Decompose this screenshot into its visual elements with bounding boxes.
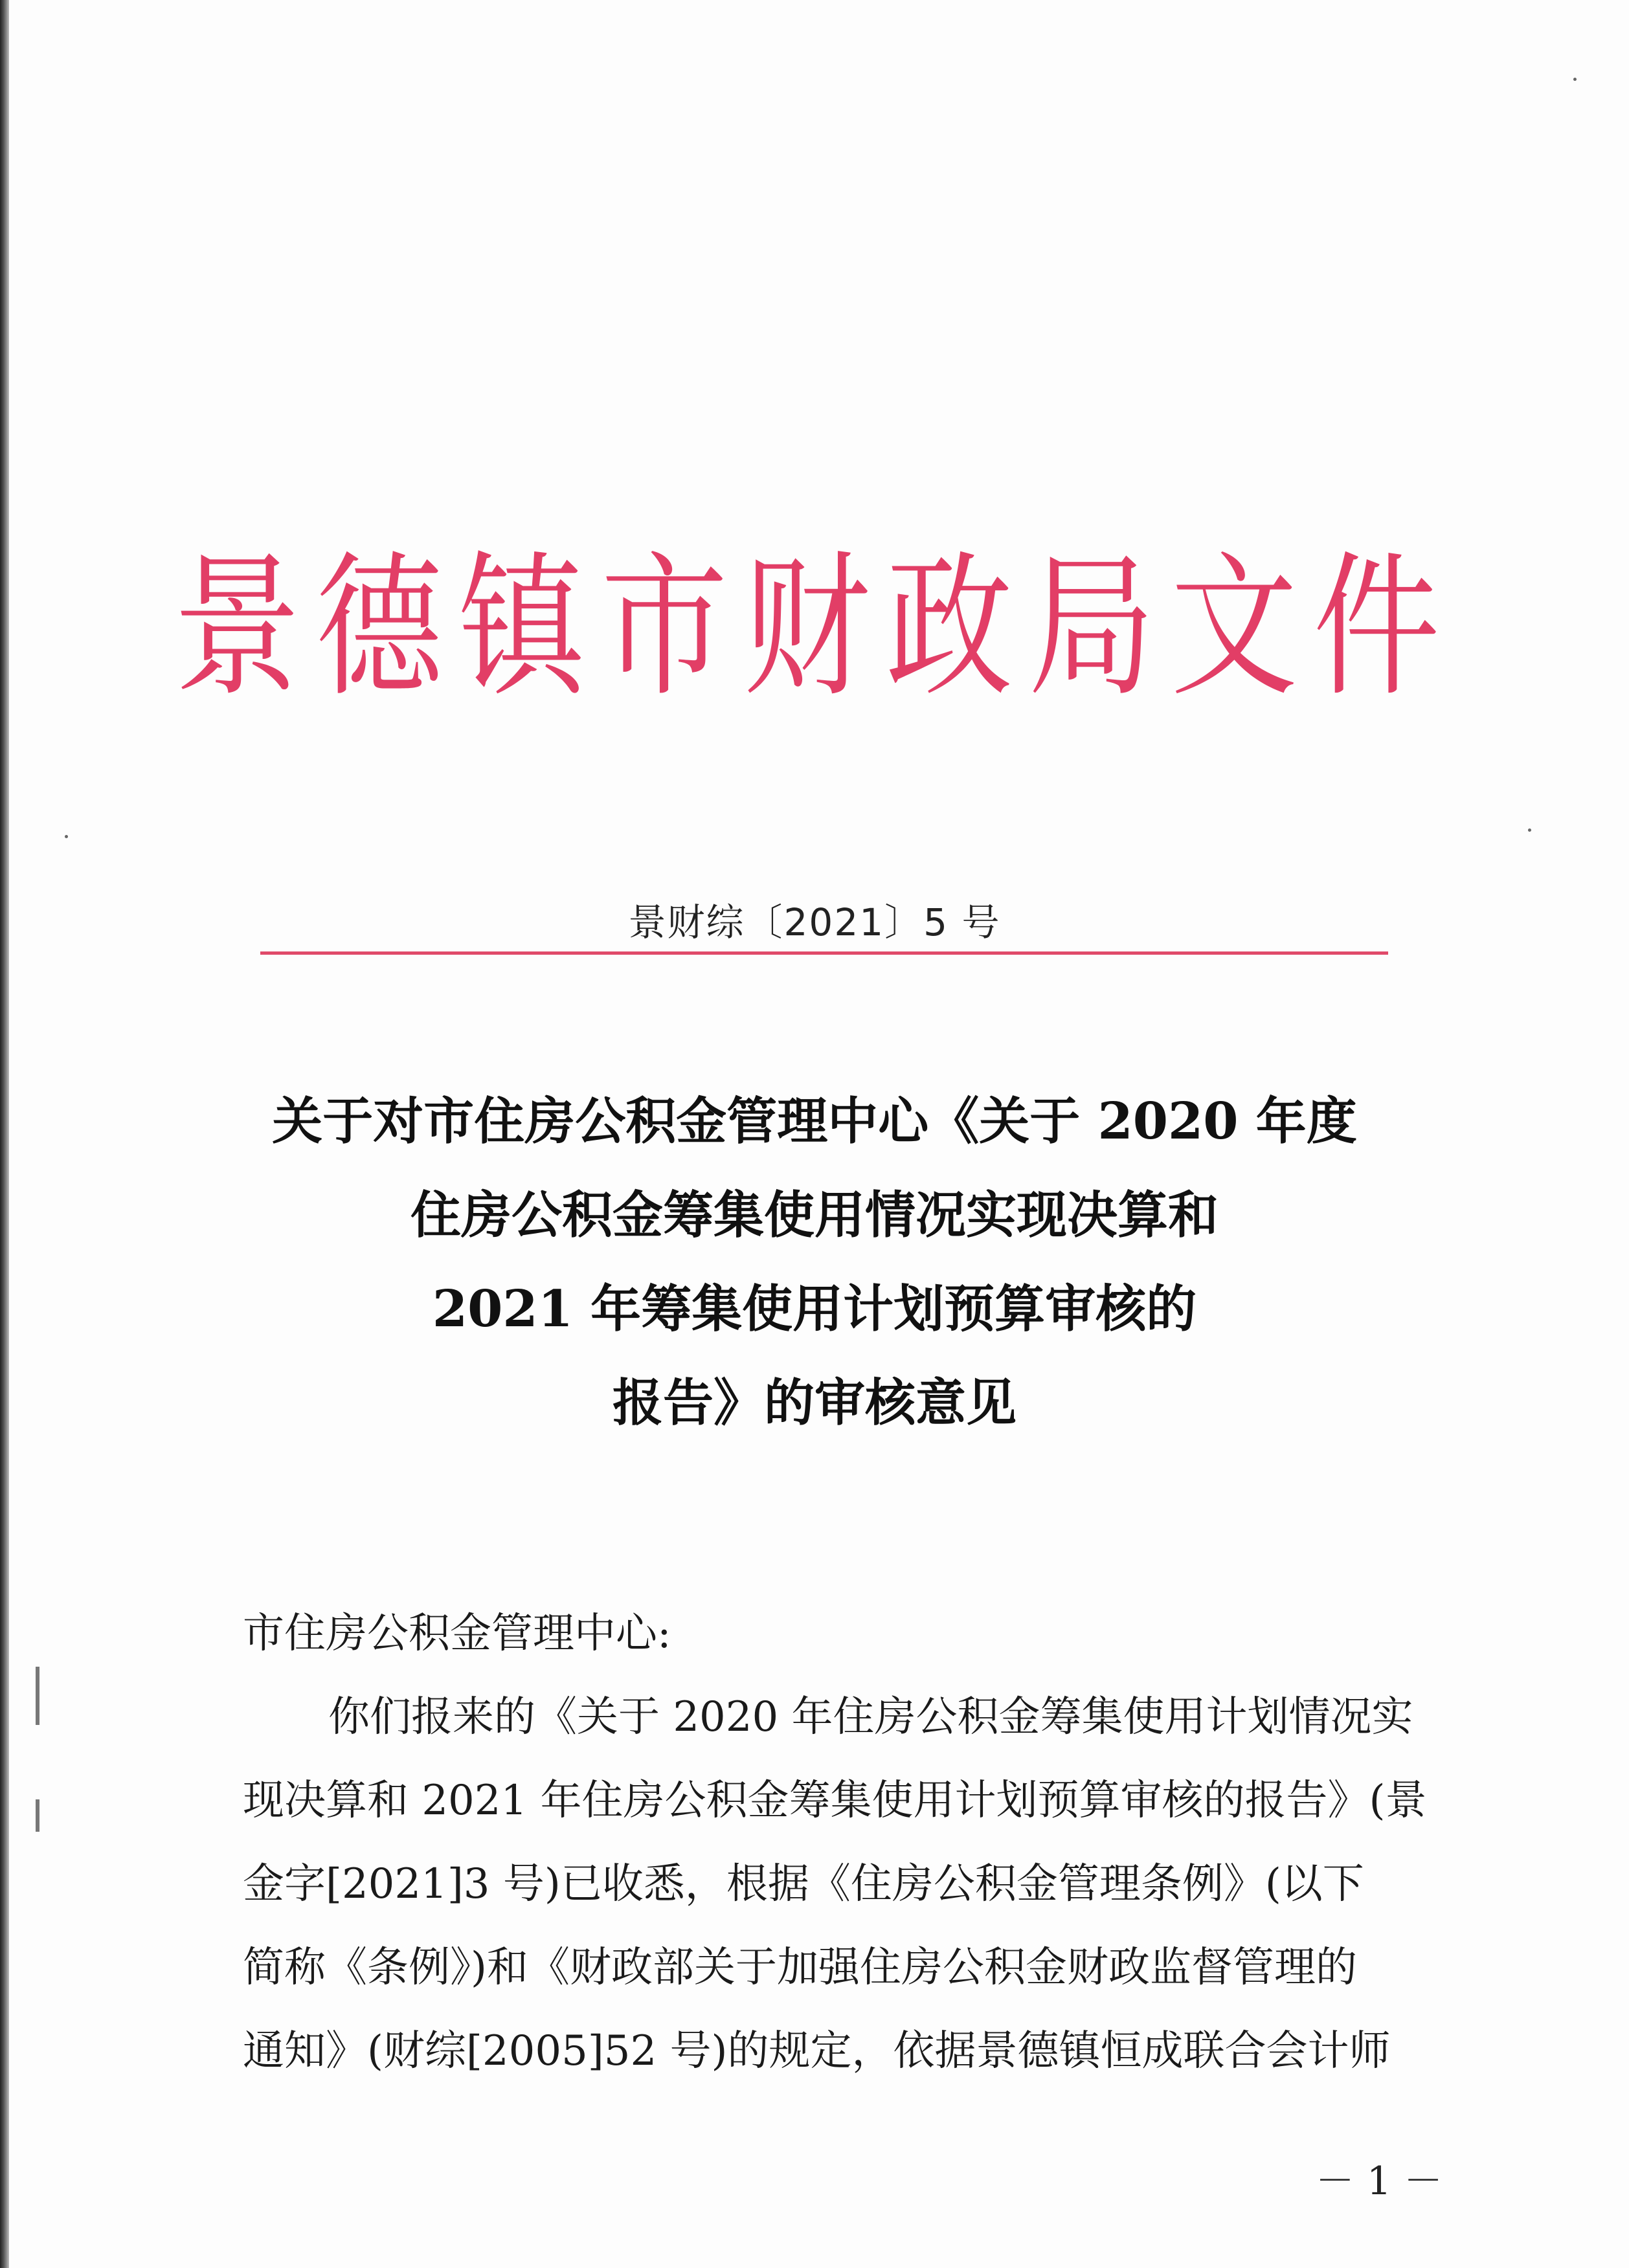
scan-edge-mark [36, 1667, 39, 1725]
salutation: 市住房公积金管理中心: [243, 1610, 671, 1658]
issuing-authority-masthead: 景德镇市财政局文件 [173, 537, 1455, 718]
body-line: 金字[2021]3 号)已收悉，根据《住房公积金管理条例》(以下 [243, 1860, 1364, 1908]
scan-edge-mark [36, 1799, 39, 1832]
page-number: － 1 － [1315, 2159, 1443, 2204]
title-line: 住房公积金筹集使用情况实现决算和 [410, 1186, 1219, 1245]
body-line: 通知》(财综[2005]52 号)的规定，依据景德镇恒成联合会计师 [243, 2027, 1391, 2075]
red-separator-line [260, 951, 1388, 955]
scan-speck [1528, 828, 1531, 832]
title-line: 报告》的审核意见 [612, 1373, 1017, 1432]
document-title [0, 1074, 1629, 1450]
body-line: 简称《条例》)和《财政部关于加强住房公积金财政监督管理的 [243, 1944, 1357, 1992]
title-line: 关于对市住房公积金管理中心《关于 2020 年度 [272, 1092, 1357, 1151]
body-line: 现决算和 2021 年住房公积金筹集使用计划预算审核的报告》(景 [243, 1777, 1427, 1825]
document-body [243, 1592, 1428, 2093]
body-line: 你们报来的《关于 2020 年住房公积金筹集使用计划情况实 [328, 1693, 1413, 1741]
title-line: 2021 年筹集使用计划预算审核的 [432, 1280, 1197, 1339]
scan-speck [1573, 78, 1577, 81]
scan-speck [65, 835, 68, 838]
document-number: 景财综〔2021〕5 号 [628, 900, 1001, 944]
